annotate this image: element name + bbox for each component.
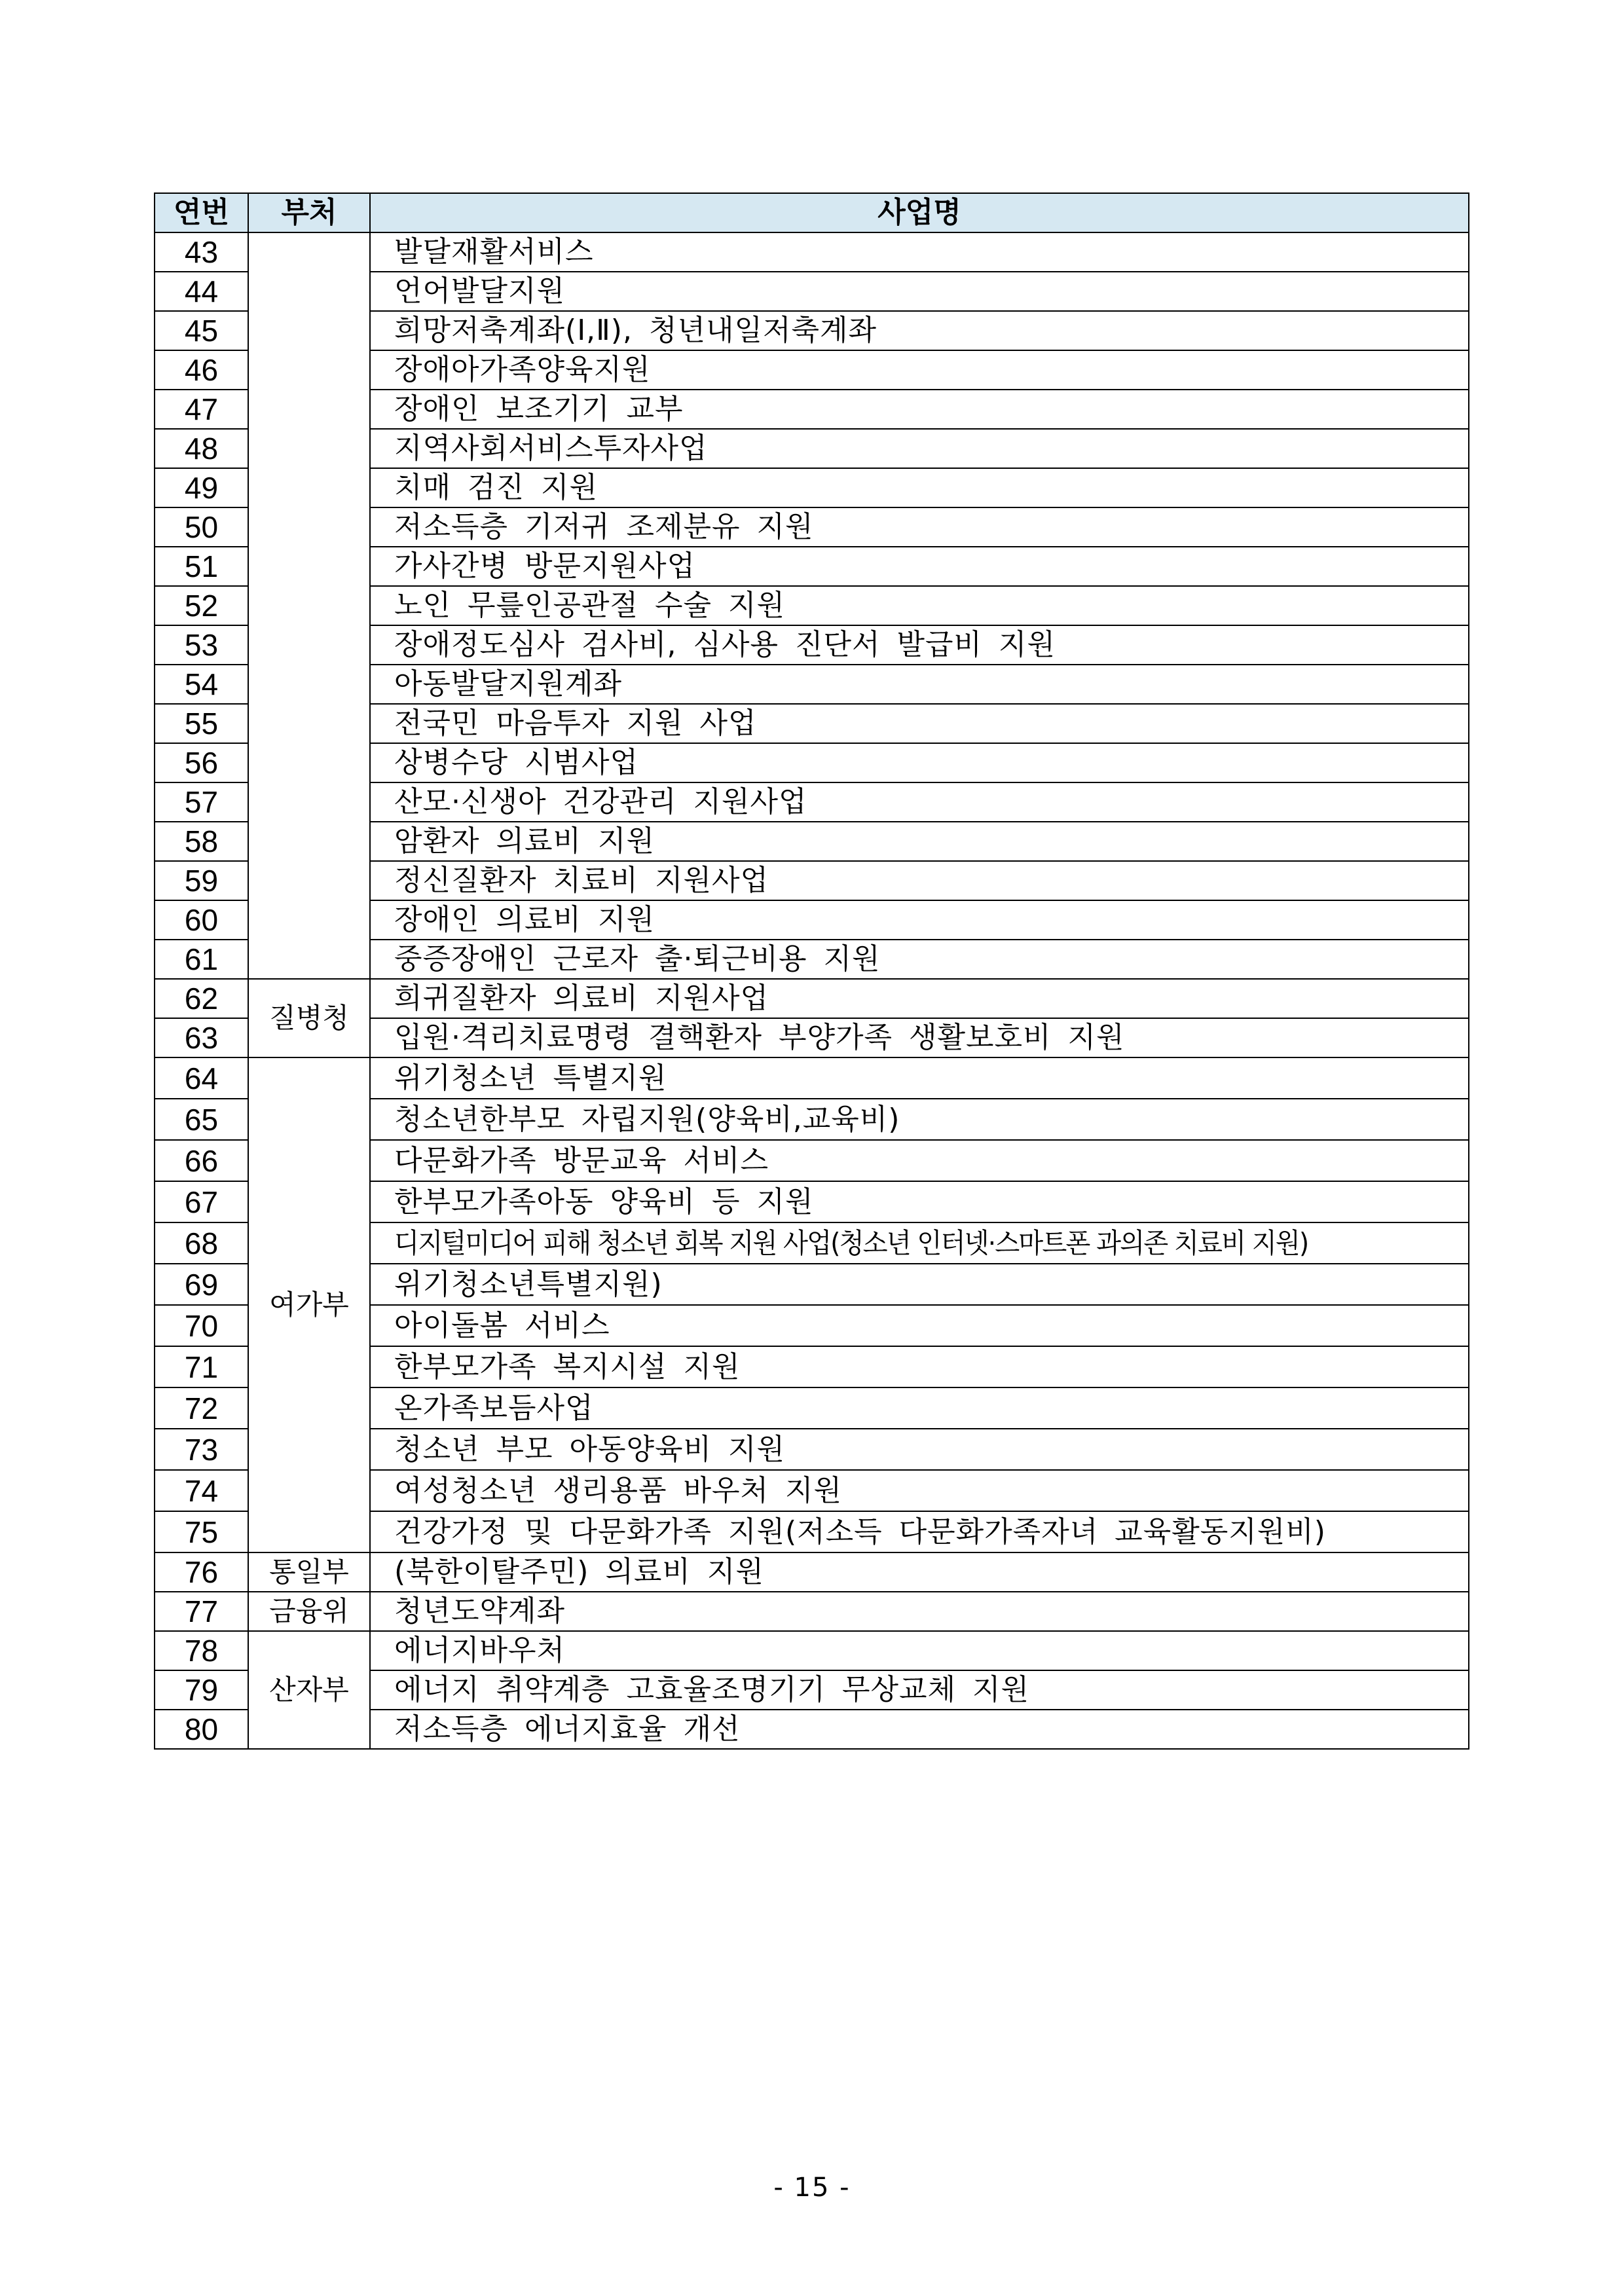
row-number: 64 — [155, 1057, 248, 1099]
program-name: 온가족보듬사업 — [370, 1387, 1469, 1429]
row-number: 49 — [155, 468, 248, 507]
program-name: 에너지바우처 — [370, 1631, 1469, 1670]
row-number: 60 — [155, 900, 248, 940]
program-name: 희귀질환자 의료비 지원사업 — [370, 979, 1469, 1018]
program-name: 아이돌봄 서비스 — [370, 1305, 1469, 1346]
program-name: 노인 무릎인공관절 수술 지원 — [370, 586, 1469, 625]
program-name: 발달재활서비스 — [370, 232, 1469, 272]
program-name: 위기청소년 특별지원 — [370, 1057, 1469, 1099]
program-name: 장애정도심사 검사비, 심사용 진단서 발급비 지원 — [370, 625, 1469, 665]
table-row — [155, 232, 1469, 272]
row-number: 75 — [155, 1511, 248, 1552]
row-number: 74 — [155, 1470, 248, 1511]
table-row — [155, 1057, 1469, 1099]
row-number: 56 — [155, 743, 248, 782]
dept-cell: 여가부 — [248, 1057, 370, 1552]
header-program: 사업명 — [370, 193, 1469, 232]
row-number: 69 — [155, 1264, 248, 1305]
program-name: 한부모가족 복지시설 지원 — [370, 1346, 1469, 1387]
program-name: 희망저축계좌(Ⅰ,Ⅱ), 청년내일저축계좌 — [370, 311, 1469, 350]
row-number: 48 — [155, 429, 248, 468]
row-number: 62 — [155, 979, 248, 1018]
program-name: 가사간병 방문지원사업 — [370, 547, 1469, 586]
table-row — [155, 1631, 1469, 1670]
program-name: 여성청소년 생리용품 바우처 지원 — [370, 1470, 1469, 1511]
program-name: 입원·격리치료명령 결핵환자 부양가족 생활보호비 지원 — [370, 1018, 1469, 1057]
row-number: 44 — [155, 272, 248, 311]
table-row — [155, 1592, 1469, 1631]
row-number: 43 — [155, 232, 248, 272]
program-name: 언어발달지원 — [370, 272, 1469, 311]
program-name: 지역사회서비스투자사업 — [370, 429, 1469, 468]
program-name: 저소득층 에너지효율 개선 — [370, 1710, 1469, 1749]
program-name: 청소년한부모 자립지원(양육비,교육비) — [370, 1099, 1469, 1140]
row-number: 55 — [155, 704, 248, 743]
program-name: 청소년 부모 아동양육비 지원 — [370, 1429, 1469, 1470]
row-number: 80 — [155, 1710, 248, 1749]
row-number: 67 — [155, 1181, 248, 1222]
program-name: 치매 검진 지원 — [370, 468, 1469, 507]
page-number: - 15 - — [773, 2173, 851, 2203]
program-name: 청년도약계좌 — [370, 1592, 1469, 1631]
program-name: (북한이탈주민) 의료비 지원 — [370, 1552, 1469, 1592]
row-number: 79 — [155, 1670, 248, 1710]
table-body — [155, 232, 1469, 1749]
row-number: 71 — [155, 1346, 248, 1387]
program-table — [154, 193, 1469, 1750]
row-number: 72 — [155, 1387, 248, 1429]
row-number: 53 — [155, 625, 248, 665]
row-number: 70 — [155, 1305, 248, 1346]
header-row — [155, 193, 1469, 232]
row-number: 63 — [155, 1018, 248, 1057]
row-number: 66 — [155, 1140, 248, 1181]
row-number: 50 — [155, 507, 248, 547]
table-row — [155, 979, 1469, 1018]
row-number: 54 — [155, 665, 248, 704]
program-name: 암환자 의료비 지원 — [370, 822, 1469, 861]
program-name: 중증장애인 근로자 출·퇴근비용 지원 — [370, 940, 1469, 979]
table-header — [155, 193, 1469, 232]
program-name: 디지털미디어 피해 청소년 회복 지원 사업(청소년 인터넷·스마트폰 과의존 치료비 지원) — [370, 1222, 1469, 1264]
row-number: 47 — [155, 390, 248, 429]
dept-cell: 금융위 — [248, 1592, 370, 1631]
program-name: 아동발달지원계좌 — [370, 665, 1469, 704]
program-name: 정신질환자 치료비 지원사업 — [370, 861, 1469, 900]
row-number: 68 — [155, 1222, 248, 1264]
row-number: 76 — [155, 1552, 248, 1592]
header-dept: 부처 — [248, 193, 370, 232]
program-name: 장애인 보조기기 교부 — [370, 390, 1469, 429]
dept-cell: 질병청 — [248, 979, 370, 1057]
row-number: 73 — [155, 1429, 248, 1470]
program-name: 장애아가족양육지원 — [370, 350, 1469, 390]
row-number: 52 — [155, 586, 248, 625]
dept-cell: 산자부 — [248, 1631, 370, 1749]
program-name: 건강가정 및 다문화가족 지원(저소득 다문화가족자녀 교육활동지원비) — [370, 1511, 1469, 1552]
program-name: 산모·신생아 건강관리 지원사업 — [370, 782, 1469, 822]
table-row — [155, 1552, 1469, 1592]
row-number: 61 — [155, 940, 248, 979]
dept-cell — [248, 232, 370, 979]
row-number: 57 — [155, 782, 248, 822]
program-name: 한부모가족아동 양육비 등 지원 — [370, 1181, 1469, 1222]
program-name: 장애인 의료비 지원 — [370, 900, 1469, 940]
row-number: 78 — [155, 1631, 248, 1670]
row-number: 59 — [155, 861, 248, 900]
row-number: 58 — [155, 822, 248, 861]
row-number: 65 — [155, 1099, 248, 1140]
dept-cell: 통일부 — [248, 1552, 370, 1592]
program-name: 에너지 취약계층 고효율조명기기 무상교체 지원 — [370, 1670, 1469, 1710]
row-number: 51 — [155, 547, 248, 586]
program-name: 위기청소년특별지원) — [370, 1264, 1469, 1305]
row-number: 77 — [155, 1592, 248, 1631]
program-name: 전국민 마음투자 지원 사업 — [370, 704, 1469, 743]
row-number: 45 — [155, 311, 248, 350]
program-name: 상병수당 시범사업 — [370, 743, 1469, 782]
program-name: 다문화가족 방문교육 서비스 — [370, 1140, 1469, 1181]
header-no: 연번 — [155, 193, 248, 232]
row-number: 46 — [155, 350, 248, 390]
program-name: 저소득층 기저귀 조제분유 지원 — [370, 507, 1469, 547]
